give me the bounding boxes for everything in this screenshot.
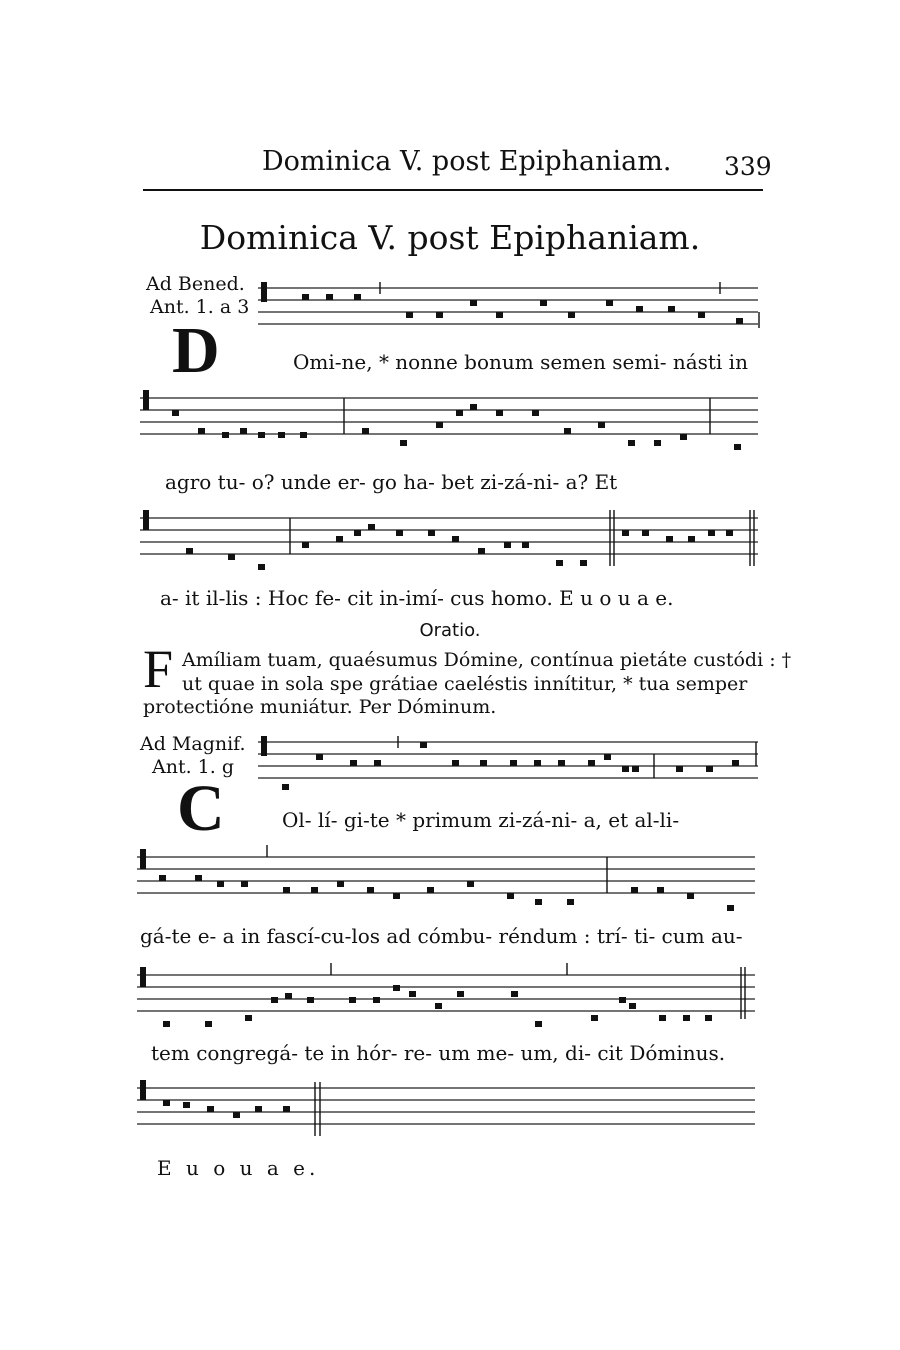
lyrics-magnificat-4: E u o u a e. <box>157 1156 320 1180</box>
lyrics-magnificat-3: tem congregá- te in hór- re- um me- um, di- cit Dóminus. <box>151 1041 726 1065</box>
benedictus-initial: D <box>172 314 220 387</box>
oratio-heading: Oratio. <box>419 620 481 641</box>
lyrics-magnificat-1: Ol- lí- gi-te * primum zi-zá-ni- a, et al-li- <box>282 808 680 832</box>
page-title: Dominica V. post Epiphaniam. <box>199 218 701 257</box>
staff-magnificat-2 <box>137 845 759 921</box>
magnificat-label: Ad Magnif. <box>140 733 246 755</box>
oratio-line-3: protectióne muniátur. Per Dóminum. <box>143 696 497 718</box>
benedictus-mode-label: Ant. 1. a 3 <box>150 296 250 318</box>
running-head: Dominica V. post Epiphaniam. <box>262 146 672 177</box>
lyrics-benedictus-2: agro tu- o? unde er- go ha- bet zi-zá-ni- a? Et <box>165 470 618 494</box>
staff-magnificat-1 <box>258 736 763 806</box>
staff-magnificat-3 <box>137 963 759 1039</box>
staff-benedictus-2 <box>140 388 762 458</box>
lyrics-benedictus-1: Omi-ne, * nonne bonum semen semi- násti in <box>293 350 748 374</box>
oratio-initial: F <box>143 639 174 699</box>
benedictus-label: Ad Bened. <box>146 273 245 295</box>
header-rule <box>143 189 763 191</box>
page-number: 339 <box>724 152 772 181</box>
magnificat-initial: C <box>177 772 225 845</box>
staff-benedictus-3 <box>140 506 762 582</box>
lyrics-magnificat-2: gá-te e- a in fascí-cu-los ad cómbu- réndum : trí- ti- cum au- <box>140 924 743 948</box>
oratio-line-2: ut quae in sola spe grátiae caeléstis innítitur, * tua semper <box>182 673 748 695</box>
staff-magnificat-4 <box>137 1080 759 1140</box>
magnificat-mode-label: Ant. 1. g <box>152 756 235 778</box>
staff-benedictus-1 <box>258 282 763 342</box>
oratio-line-1: Amíliam tuam, quaésumus Dómine, contínua pietáte custódi : † <box>182 649 792 671</box>
lyrics-benedictus-3: a- it il-lis : Hoc fe- cit in-imí- cus homo. E u o u a e. <box>160 586 674 610</box>
